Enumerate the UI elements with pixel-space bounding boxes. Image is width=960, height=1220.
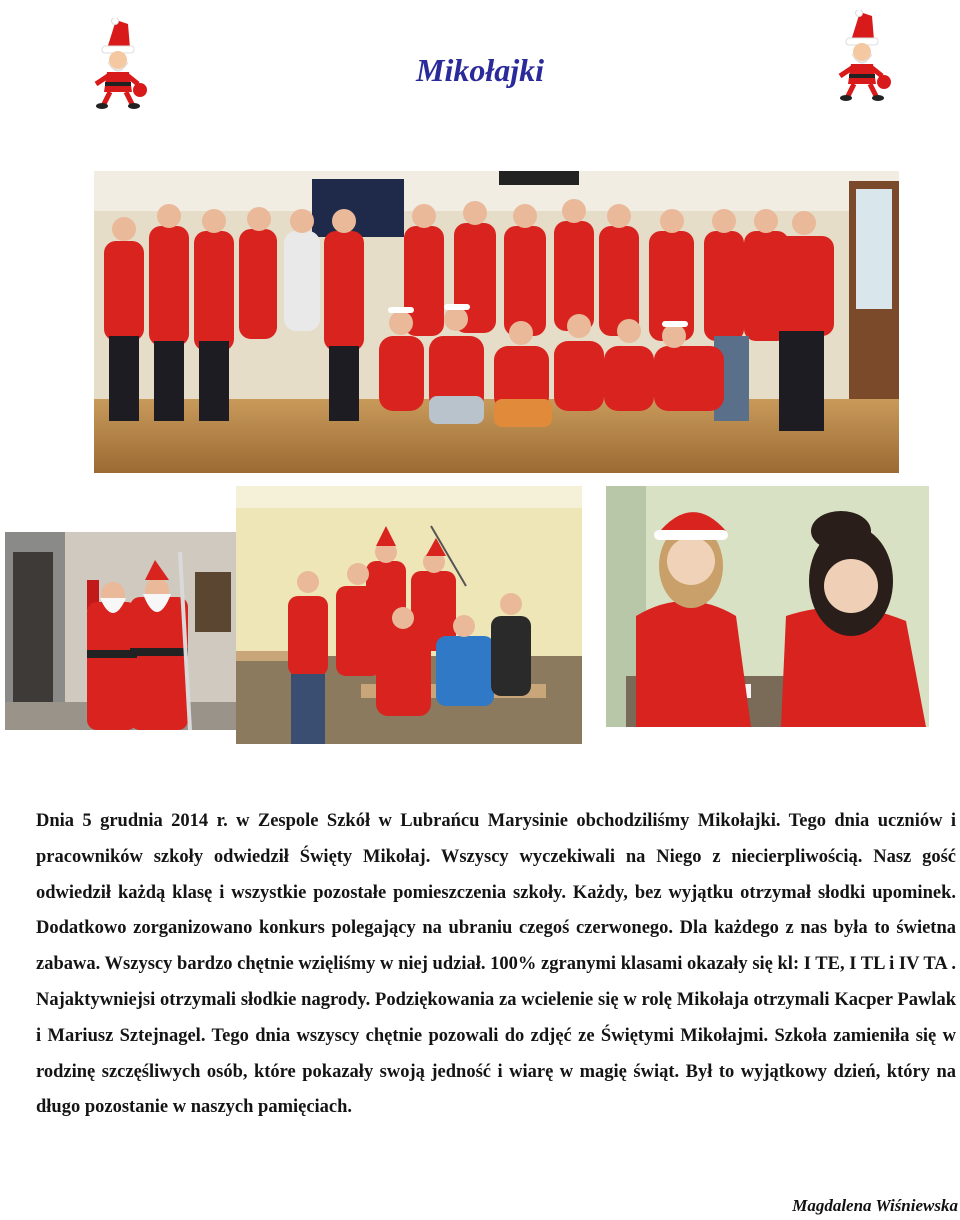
group-photo: [94, 171, 899, 473]
page-title: Mikołajki: [415, 52, 544, 88]
girls-photo: [606, 486, 929, 727]
author-signature: Magdalena Wiśniewska: [792, 1196, 958, 1215]
classroom-photo: [236, 486, 582, 744]
article-body: Dnia 5 grudnia 2014 r. w Zespole Szkół w Lubrańcu Marysinie obchodziliśmy Mikołajki. Tego dnia uczniów i pracowników szkoły odwiedził Święty Mikołaj. Wszyscy wyczekiwali na Niego z niecierpliwością. Nasz gość odwiedził każdą klasę i wszystkie pozostałe pomieszczenia szkoły. Każdy, bez wyjątku otrzymał słodki upominek. Dodatkowo zorganizowano konkurs polegający na ubraniu czegoś czerwonego. Dla każdego z nas była to świetna zabawa. Wszyscy bardzo chętnie wzięliśmy w niej udział. 100% zgranymi klasami okazały się kl: I TE, I TL i IV TA . Najaktywniejsi otrzymali słodkie nagrody. Podziękowania za wcielenie się w rolę Mikołaja otrzymali Kacper Pawlak i Mariusz Sztejnagel. Tego dnia wszyscy chętnie pozowali do zdjęć ze Świętymi Mikołajmi. Szkoła zamieniła się w rodzinę szczęśliwych osób, które pokazały swoją jedność i wiarę w magię świąt. Był to wyjątkowy dzień, który na długo pozostanie w naszych pamięciach.: [36, 811, 956, 1118]
santas-photo: [5, 532, 236, 730]
